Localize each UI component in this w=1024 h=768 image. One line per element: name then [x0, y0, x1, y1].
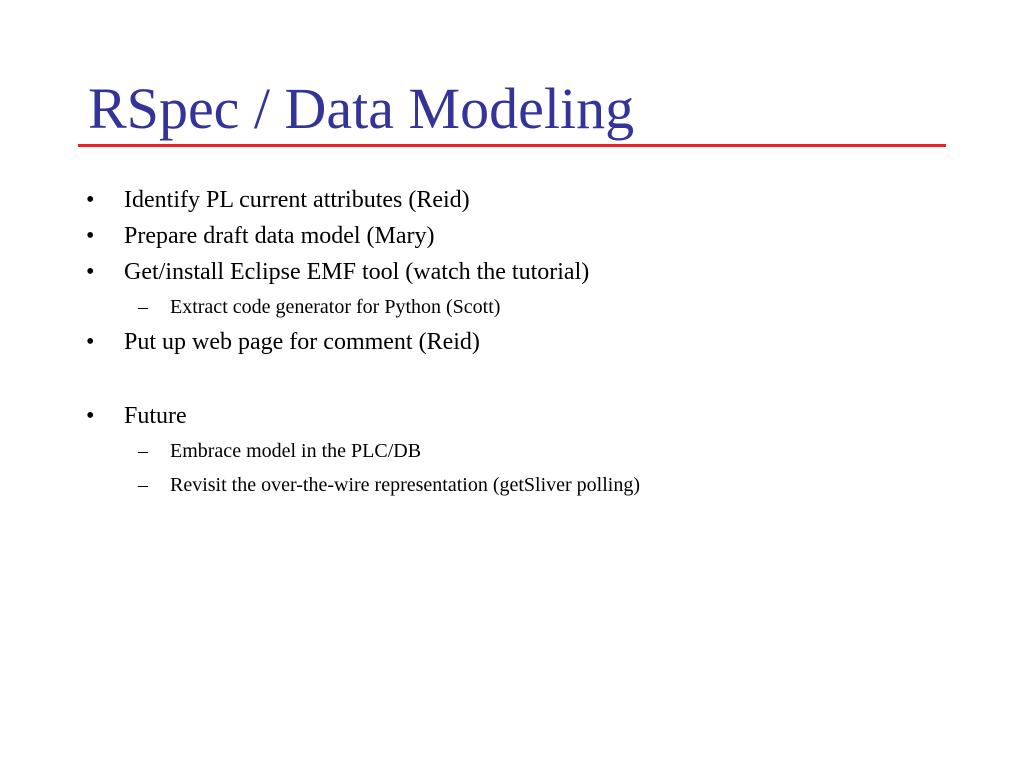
bullet-list	[86, 182, 966, 502]
sub-item-text: Revisit the over-the-wire representation (getSliver polling)	[170, 474, 641, 496]
bullet-icon: •	[86, 187, 95, 213]
bullet-text: Put up web page for comment (Reid)	[124, 329, 480, 355]
slide-title: RSpec / Data Modeling	[88, 76, 635, 141]
bullet-icon: •	[86, 259, 95, 285]
bullet-item-5	[86, 398, 966, 434]
bullet-item-3	[86, 254, 966, 290]
sub-item-5-1	[86, 434, 966, 468]
sub-item-5-2	[86, 468, 966, 502]
sub-item-3-1	[86, 290, 966, 324]
dash-icon: –	[138, 474, 148, 496]
sub-item-text: Embrace model in the PLC/DB	[170, 440, 422, 462]
sub-item-text: Extract code generator for Python (Scott)	[170, 296, 501, 318]
bullet-text: Identify PL current attributes (Reid)	[124, 187, 470, 213]
dash-icon: –	[138, 440, 148, 462]
dash-icon: –	[138, 296, 148, 318]
bullet-item-1	[86, 182, 966, 218]
bullet-text: Prepare draft data model (Mary)	[124, 223, 435, 249]
bullet-item-2	[86, 218, 966, 254]
bullet-icon: •	[86, 223, 95, 249]
bullet-icon: •	[86, 403, 95, 429]
bullet-icon: •	[86, 329, 95, 355]
title-underline	[78, 144, 946, 147]
spacer	[86, 360, 966, 398]
bullet-text: Future	[124, 403, 187, 429]
bullet-text: Get/install Eclipse EMF tool (watch the tutorial)	[124, 259, 590, 285]
bullet-item-4	[86, 324, 966, 360]
